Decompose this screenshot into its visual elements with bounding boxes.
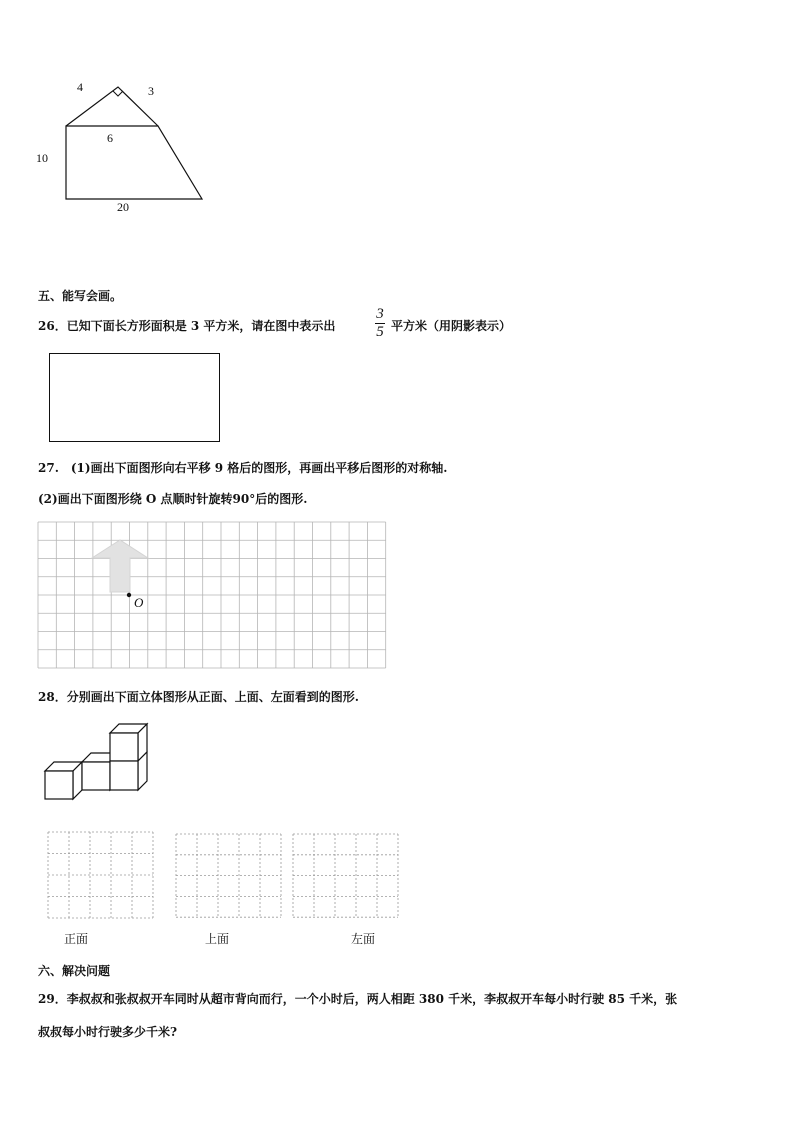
q29-line1: 29．李叔叔和张叔叔开车同时从超市背向而行，一个小时后，两人相距 380 千米，李叔叔开车每小时行驶 85 千米，张 [38, 992, 678, 1006]
q26-after: 平方米（用阴影表示） [391, 319, 512, 333]
q27-line2: (2)画出下面图形绕 O 点顺时针旋转90°后的图形. [38, 492, 308, 506]
q29-line2: 叔叔每小时行驶多少千米? [38, 1025, 178, 1039]
view-label-top: 上面 [205, 932, 230, 946]
section-6-title: 六、解决问题 [38, 964, 111, 978]
point-o-label: O [134, 595, 144, 610]
q26-frac-den: 5 [376, 324, 384, 340]
label-right-slope: 3 [148, 84, 154, 98]
q26-before: 26．已知下面长方形面积是 3 平方米，请在图中表示出 [38, 319, 336, 333]
view-label-left: 左面 [351, 932, 376, 946]
label-height: 10 [36, 151, 48, 165]
section-5-title: 五、能写会画。 [38, 289, 123, 303]
label-left-slope: 4 [77, 80, 83, 94]
q28-text: 28．分别画出下面立体图形从正面、上面、左面看到的图形. [38, 690, 359, 704]
label-base: 20 [117, 200, 129, 214]
label-inner: 6 [107, 131, 113, 145]
view-label-front: 正面 [64, 932, 89, 946]
q27-line1: 27. (1)画出下面图形向右平移 9 格后的图形，再画出平移后图形的对称轴. [38, 461, 448, 475]
q26-frac-num: 3 [376, 306, 384, 322]
